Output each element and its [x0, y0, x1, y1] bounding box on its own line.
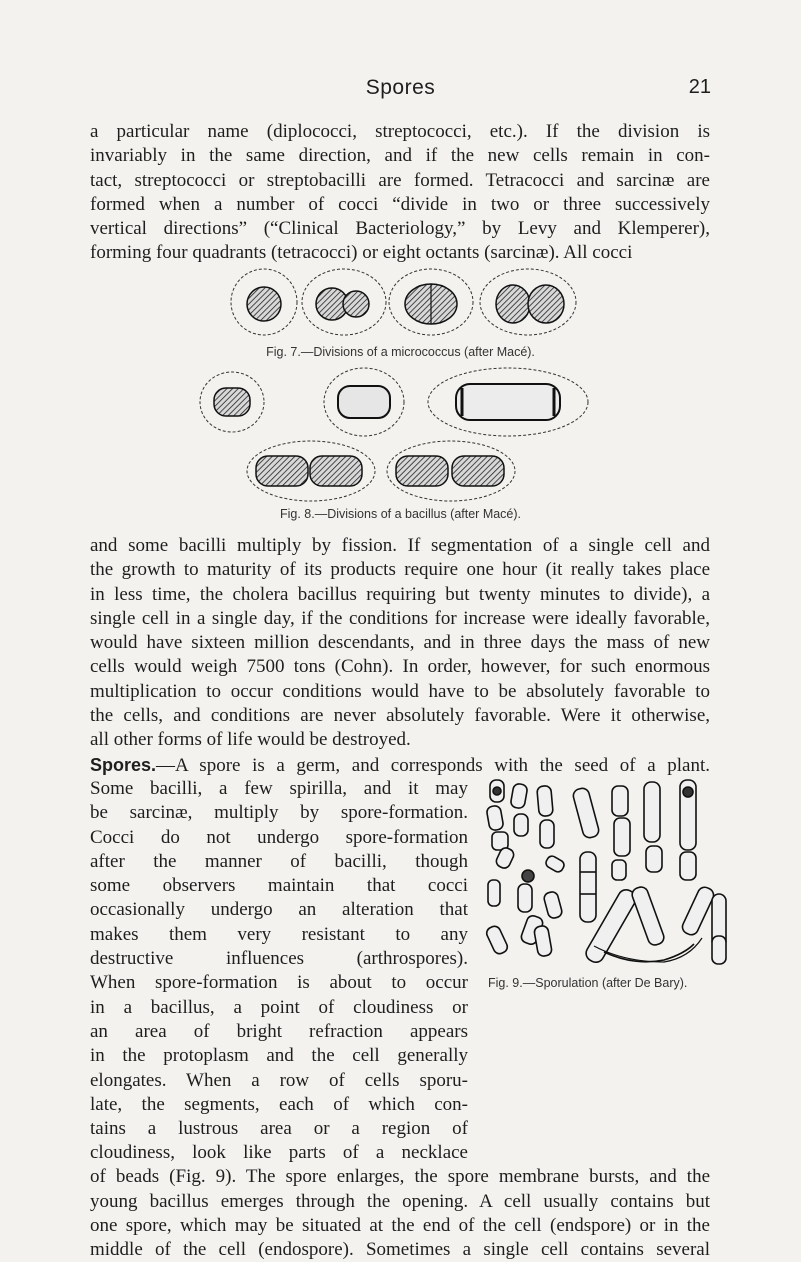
text-line: Cocci do not undergo spore-formation	[90, 826, 468, 848]
text-line: tains a lustrous area or a region of	[90, 1118, 468, 1140]
text-line: be sarcinæ, multiply by spore-formation.	[90, 802, 468, 824]
text-line: and some bacilli multiply by fission. If segmentation of a single cell and	[90, 535, 710, 556]
text-line: some observers maintain that cocci	[90, 875, 468, 897]
figure-7-caption: Fig. 7.—Divisions of a micrococcus (after Macé).	[266, 345, 535, 359]
text-line: an area of bright refraction appears	[90, 1020, 468, 1042]
text-line: the cells, and conditions are never absolutely favorable. Were it otherwise,	[90, 705, 710, 727]
text-line: multiplication to occur conditions would have to be absolutely favorable to	[90, 680, 710, 702]
text-line: would have sixteen million descendants, and in three days the mass of new	[90, 632, 710, 654]
text-line: all other forms of life would be destroyed.	[90, 729, 411, 751]
text-line: after the manner of bacilli, though	[90, 850, 468, 872]
text-line: in the protoplasm and the cell generally	[90, 1045, 468, 1067]
text-line: tact, streptococci or streptobacilli are formed. Tetracocci and sarcinæ are	[90, 169, 710, 191]
figure-7-micrococcus-divisions	[228, 262, 588, 340]
text-line: a particular name (diplococci, streptococci, etc.). If the division is	[90, 121, 710, 142]
spores-side-text	[90, 777, 468, 1141]
spores-intro-text: —A spore is a germ, and corresponds with the seed of a plant.	[156, 755, 710, 776]
figure-9-caption: Fig. 9.—Sporulation (after De Bary).	[488, 976, 688, 990]
page-header	[0, 76, 801, 106]
text-line: invariably in the same direction, and if the new cells remain in con-	[90, 145, 710, 167]
text-line: When spore-formation is about to occur	[90, 972, 468, 994]
text-line: Some bacilli, a few spirilla, and it may	[90, 778, 468, 799]
text-line: cloudiness, look like parts of a necklace	[90, 1142, 468, 1163]
text-line: cells would weigh 7500 tons (Cohn). In order, however, for such enormous	[90, 656, 710, 678]
text-line: elongates. When a row of cells sporu-	[90, 1069, 468, 1091]
text-line: formed when a number of cocci “divide in two or three successively	[90, 193, 710, 215]
spores-continuation	[90, 1141, 710, 1262]
text-line: vertical directions” (“Clinical Bacteriology,” by Levy and Klemperer),	[90, 218, 710, 240]
text-line: of beads (Fig. 9). The spore enlarges, the spore membrane bursts, and the	[90, 1166, 710, 1188]
text-line: single cell in a single day, if the conditions for increase were ideally favorable,	[90, 607, 710, 629]
text-line: one spore, which may be situated at the end of the cell (endspore) or in the	[90, 1214, 710, 1236]
section-heading-spores: Spores.	[90, 755, 157, 775]
text-line: occasionally undergo an alteration that	[90, 899, 468, 921]
text-line: middle of the cell (endospore). Sometimes a single cell contains several	[90, 1239, 710, 1261]
text-line: makes them very resistant to any	[90, 923, 468, 945]
text-line: late, the segments, each of which con-	[90, 1093, 468, 1115]
text-line: forming four quadrants (tetracocci) or eight octants (sarcinæ). All cocci	[90, 242, 633, 264]
text-line: in a bacillus, a point of cloudiness or	[90, 996, 468, 1018]
page-number: 21	[688, 76, 711, 98]
text-line: destructive influences (arthrospores).	[90, 948, 468, 970]
paragraph-2	[90, 534, 710, 753]
spores-first-line	[90, 753, 710, 778]
text-line: young bacillus emerges through the opening. A cell usually contains but	[90, 1190, 710, 1212]
text-line: the growth to maturity of its products require one hour (it really takes place	[90, 559, 710, 581]
figure-8-caption: Fig. 8.—Divisions of a bacillus (after Macé).	[279, 507, 522, 521]
figure-9-sporulation	[484, 776, 734, 972]
text-line	[90, 753, 710, 778]
running-title: Spores	[365, 76, 436, 99]
figure-8-bacillus-divisions	[198, 366, 618, 504]
paragraph-1	[90, 120, 710, 266]
text-line: in less time, the cholera bacillus requiring but twenty minutes to divide), a	[90, 583, 710, 605]
